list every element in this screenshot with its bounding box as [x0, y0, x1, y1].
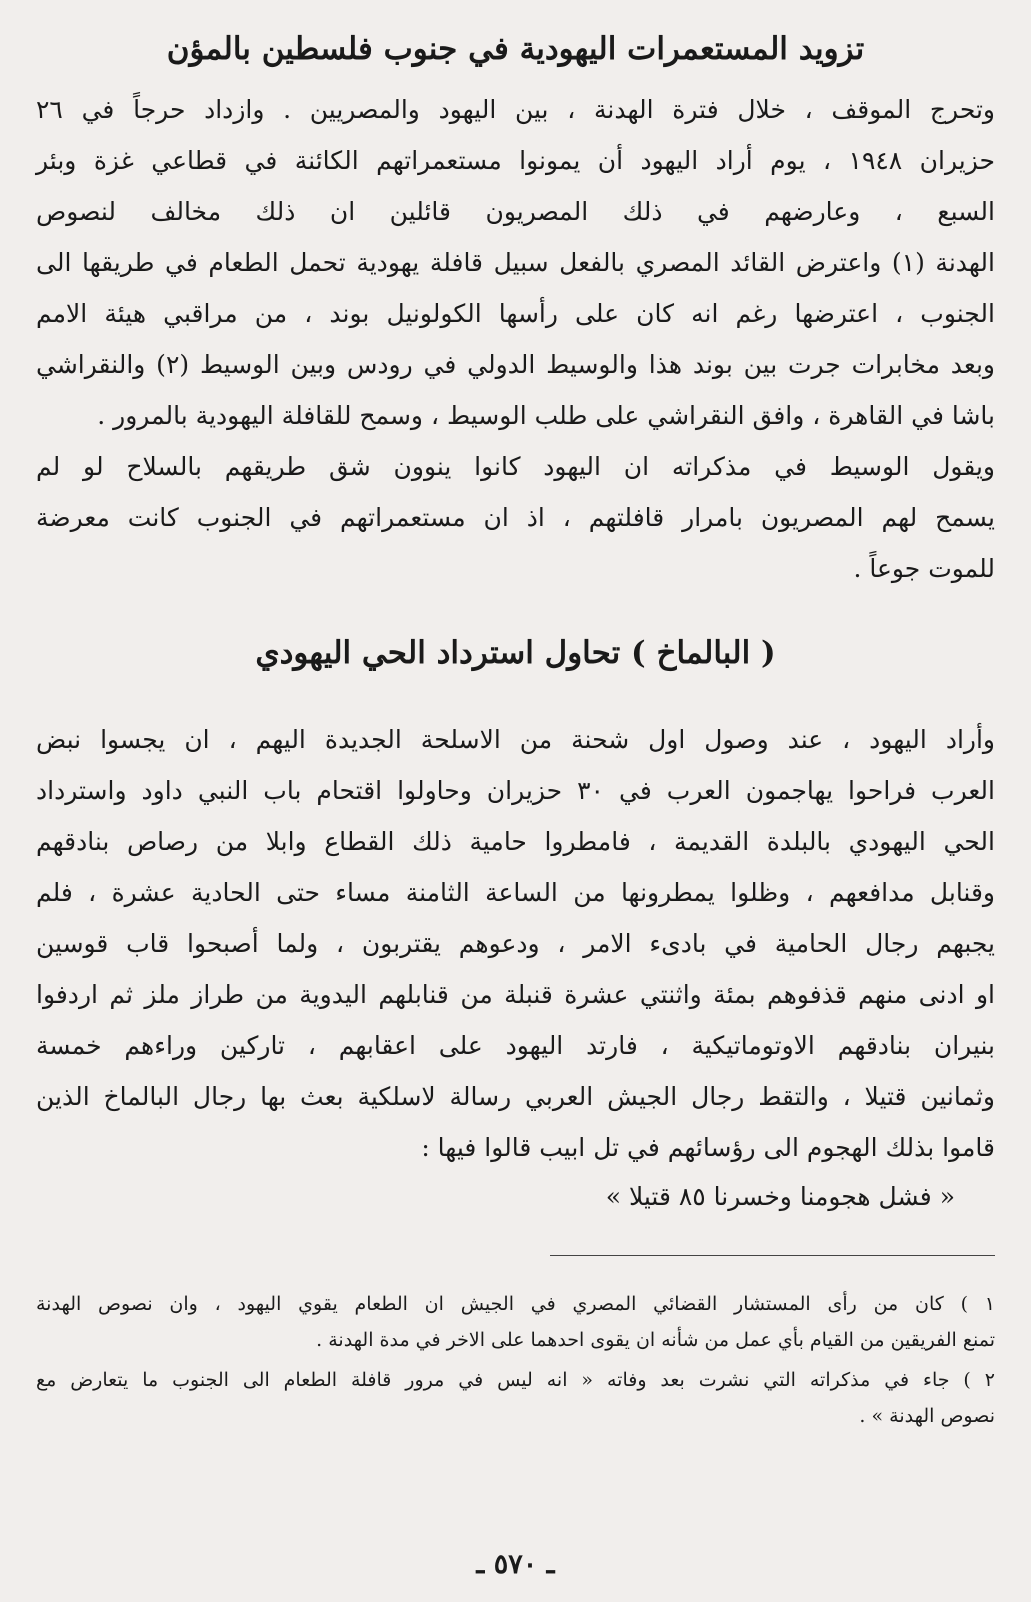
text-line: او ادنى منهم قذفوهم بمئة واثنتي عشرة قنبلة من قنابلهم اليدوية من طراز ملز ثم اردفوا — [36, 980, 995, 1009]
footnote-2-line: ٢ ) جاء في مذكراته التي نشرت بعد وفاته « انه ليس في مرور قافلة الطعام الى الجنوب ما يتعارض مع — [36, 1369, 995, 1391]
text-line: وأراد اليهود ، عند وصول اول شحنة من الاسلحة الجديدة اليهم ، ان يجسوا نبض — [36, 725, 995, 754]
text-line: وقنابل مدافعهم ، وظلوا يمطرونها من الساعة الثامنة مساء حتى الحادية عشرة ، فلم — [36, 878, 995, 907]
footnote-divider — [550, 1255, 995, 1256]
footnote-2-line: نصوص الهدنة » . — [859, 1405, 995, 1427]
text-line: حزيران ١٩٤٨ ، يوم أراد اليهود أن يمونوا مستعمراتهم الكائنة في قطاعي غزة وبئر — [36, 146, 995, 175]
text-line: وبعد مخابرات جرت بين بوند هذا والوسيط الدولي في رودس وبين الوسيط (٢) والنقراشي — [36, 350, 995, 379]
text-line: السبع ، وعارضهم في ذلك المصريون قائلين ان ذلك مخالف لنصوص — [36, 197, 995, 226]
text-line: باشا في القاهرة ، وافق النقراشي على طلب الوسيط ، وسمح للقافلة اليهودية بالمرور . — [97, 401, 995, 430]
text-line: الجنوب ، اعترضها رغم انه كان على رأسها الكولونيل بوند ، من مراقبي هيئة الامم — [36, 299, 995, 328]
radio-message-quote: « فشل هجومنا وخسرنا ٨٥ قتيلا » — [605, 1182, 955, 1211]
text-line: ويقول الوسيط في مذكراته ان اليهود كانوا ينوون شق طريقهم بالسلاح لو لم — [36, 452, 995, 481]
text-line: الحي اليهودي بالبلدة القديمة ، فامطروا حامية ذلك القطاع وابلا من رصاص بنادقهم — [36, 827, 995, 856]
text-line: وتحرج الموقف ، خلال فترة الهدنة ، بين اليهود والمصريين . وازداد حرجاً في ٢٦ — [36, 95, 995, 124]
footnote-1-line: ١ ) كان من رأى المستشار القضائي المصري في الجيش ان الطعام يقوي اليهود ، وان نصوص الهدنة — [36, 1293, 995, 1315]
page-number: ـ ٥٧٠ ـ — [476, 1549, 555, 1580]
text-line: للموت جوعاً . — [853, 554, 995, 583]
text-line: العرب فراحوا يهاجمون العرب في ٣٠ حزيران وحاولوا اقتحام باب النبي داود واسترداد — [36, 776, 995, 805]
text-line: الهدنة (١) واعترض القائد المصري بالفعل سبيل قافلة يهودية تحمل الطعام في طريقها الى — [36, 248, 995, 277]
text-line: بنيران بنادقهم الاوتوماتيكية ، فارتد اليهود على اعقابهم ، تاركين وراءهم خمسة — [36, 1031, 995, 1060]
text-line: يجبهم رجال الحامية في بادىء الامر ، ودعوهم يقتربون ، ولما أصبحوا قاب قوسين — [36, 929, 995, 958]
text-line: يسمح لهم المصريون بامرار قافلتهم ، اذ ان مستعمراتهم في الجنوب كانت معرضة — [36, 503, 995, 532]
section-title-palmach: ( البالماخ ) تحاول استرداد الحي اليهودي — [255, 635, 776, 671]
text-line: قاموا بذلك الهجوم الى رؤسائهم في تل ابيب قالوا فيها : — [421, 1133, 995, 1162]
footnotes — [36, 1286, 995, 1434]
text-line: وثمانين قتيلا ، والتقط رجال الجيش العربي رسالة لاسلكية بعث بها رجال البالماخ الذين — [36, 1082, 995, 1111]
footnote-1-line: تمنع الفريقين من القيام بأي عمل من شأنه ان يقوى احدهما على الاخر في مدة الهدنة . — [316, 1329, 995, 1351]
paragraph-palmach — [36, 714, 995, 1173]
section-title-supplies: تزويد المستعمرات اليهودية في جنوب فلسطين بالمؤن — [166, 31, 865, 67]
paragraph-supplies — [36, 84, 995, 594]
